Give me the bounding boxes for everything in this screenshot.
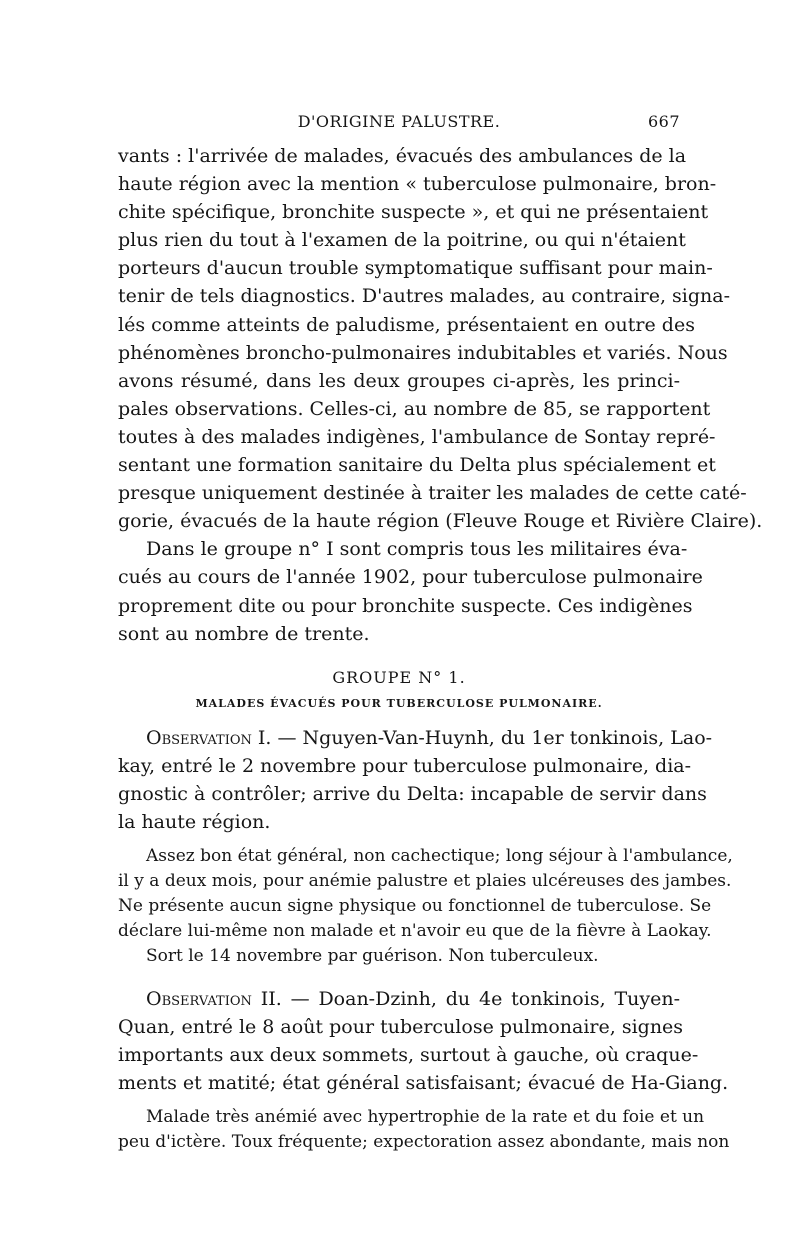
- text-line: peu d'ictère. Toux fréquente; expectoration assez abondante, mais non: [118, 1132, 730, 1153]
- text-line: — Doan-Dzinh, du 4e tonkinois, Tuyen-: [290, 988, 680, 1011]
- text-line: pales observations. Celles-ci, au nombre de 85, se rapportent: [118, 397, 711, 420]
- text-line: chite spécifique, bronchite suspecte », et qui ne présentaient: [118, 201, 709, 224]
- text-line: Malade très anémié avec hypertrophie de la rate et du foie et un: [146, 1107, 705, 1128]
- running-head: D'ORIGINE PALUSTRE.: [297, 112, 501, 131]
- text-line: toutes à des malades indigènes, l'ambulance de Sontay repré-: [118, 425, 716, 448]
- observation-heading-line: [118, 724, 713, 752]
- text-line: presque uniquement destinée à traiter les malades de cette caté-: [118, 482, 747, 505]
- text-line: proprement dite ou pour bronchite suspecte. Ces indigènes: [118, 594, 693, 617]
- text-line: Assez bon état général, non cachectique; long séjour à l'ambulance,: [146, 846, 733, 867]
- text-line: lés comme atteints de paludisme, présentaient en outre des: [118, 313, 695, 336]
- paragraph-group-description: [118, 535, 703, 647]
- document-page: [118, 112, 763, 1155]
- observation-2-details: [118, 1105, 730, 1155]
- text-line: vants : l'arrivée de malades, évacués des ambulances de la: [118, 145, 687, 167]
- text-line: cués au cours de l'année 1902, pour tuberculose pulmonaire: [118, 566, 703, 589]
- text-line: Ne présente aucun signe physique ou fonctionnel de tuberculose. Se: [118, 896, 712, 917]
- text-line: Quan, entré le 8 août pour tuberculose pulmonaire, signes: [118, 1016, 684, 1039]
- text-line: kay, entré le 2 novembre pour tuberculose pulmonaire, dia-: [118, 754, 692, 777]
- text-line: Dans le groupe n° I sont compris tous les militaires éva-: [146, 538, 688, 561]
- text-line: phénomènes broncho-pulmonaires indubitables et variés. Nous: [118, 341, 728, 364]
- text-line: porteurs d'aucun trouble symptomatique suffisant pour main-: [118, 257, 713, 280]
- text-line: il y a deux mois, pour anémie palustre et plaies ulcéreuses des jambes.: [118, 871, 732, 892]
- text-line: gorie, évacués de la haute région (Fleuve Rouge et Rivière Claire).: [118, 510, 763, 533]
- text-line: gnostic à contrôler; arrive du Delta: incapable de servir dans: [118, 782, 707, 805]
- text-line: sont au nombre de trente.: [118, 622, 370, 645]
- section-title: GROUPE N° 1.: [332, 667, 466, 687]
- page-header: [118, 112, 680, 142]
- text-line: avons résumé, dans les deux groupes ci-après, les princi-: [118, 369, 680, 392]
- observation-2: [118, 985, 729, 1097]
- observation-outcome: Sort le 14 novembre par guérison. Non tuberculeux.: [146, 946, 599, 967]
- observation-label: Observation II.: [146, 988, 282, 1011]
- section-subtitle: MALADES ÉVACUÉS POUR TUBERCULOSE PULMONAIRE.: [195, 696, 603, 710]
- text-line: sentant une formation sanitaire du Delta plus spécialement et: [118, 454, 716, 477]
- text-line: — Nguyen-Van-Huynh, du 1er tonkinois, Lao-: [277, 726, 713, 749]
- page-number: 667: [647, 112, 680, 131]
- observation-label: Observation I.: [146, 726, 272, 749]
- text-line: déclare lui-même non malade et n'avoir eu que de la fièvre à Laokay.: [118, 921, 712, 942]
- text-line: haute région avec la mention « tuberculose pulmonaire, bron-: [118, 173, 717, 196]
- observation-heading-line: [118, 985, 680, 1013]
- observation-1: [118, 724, 713, 836]
- paragraph-intro: [118, 142, 763, 535]
- text-line: importants aux deux sommets, surtout à gauche, où craque-: [118, 1044, 699, 1067]
- text-line: ments et matité; état général satisfaisant; évacué de Ha-Giang.: [118, 1072, 729, 1095]
- text-line: plus rien du tout à l'examen de la poitrine, ou qui n'étaient: [118, 229, 686, 252]
- text-line: la haute région.: [118, 810, 271, 833]
- observation-1-details: [118, 844, 733, 969]
- text-line: tenir de tels diagnostics. D'autres malades, au contraire, signa-: [118, 285, 731, 308]
